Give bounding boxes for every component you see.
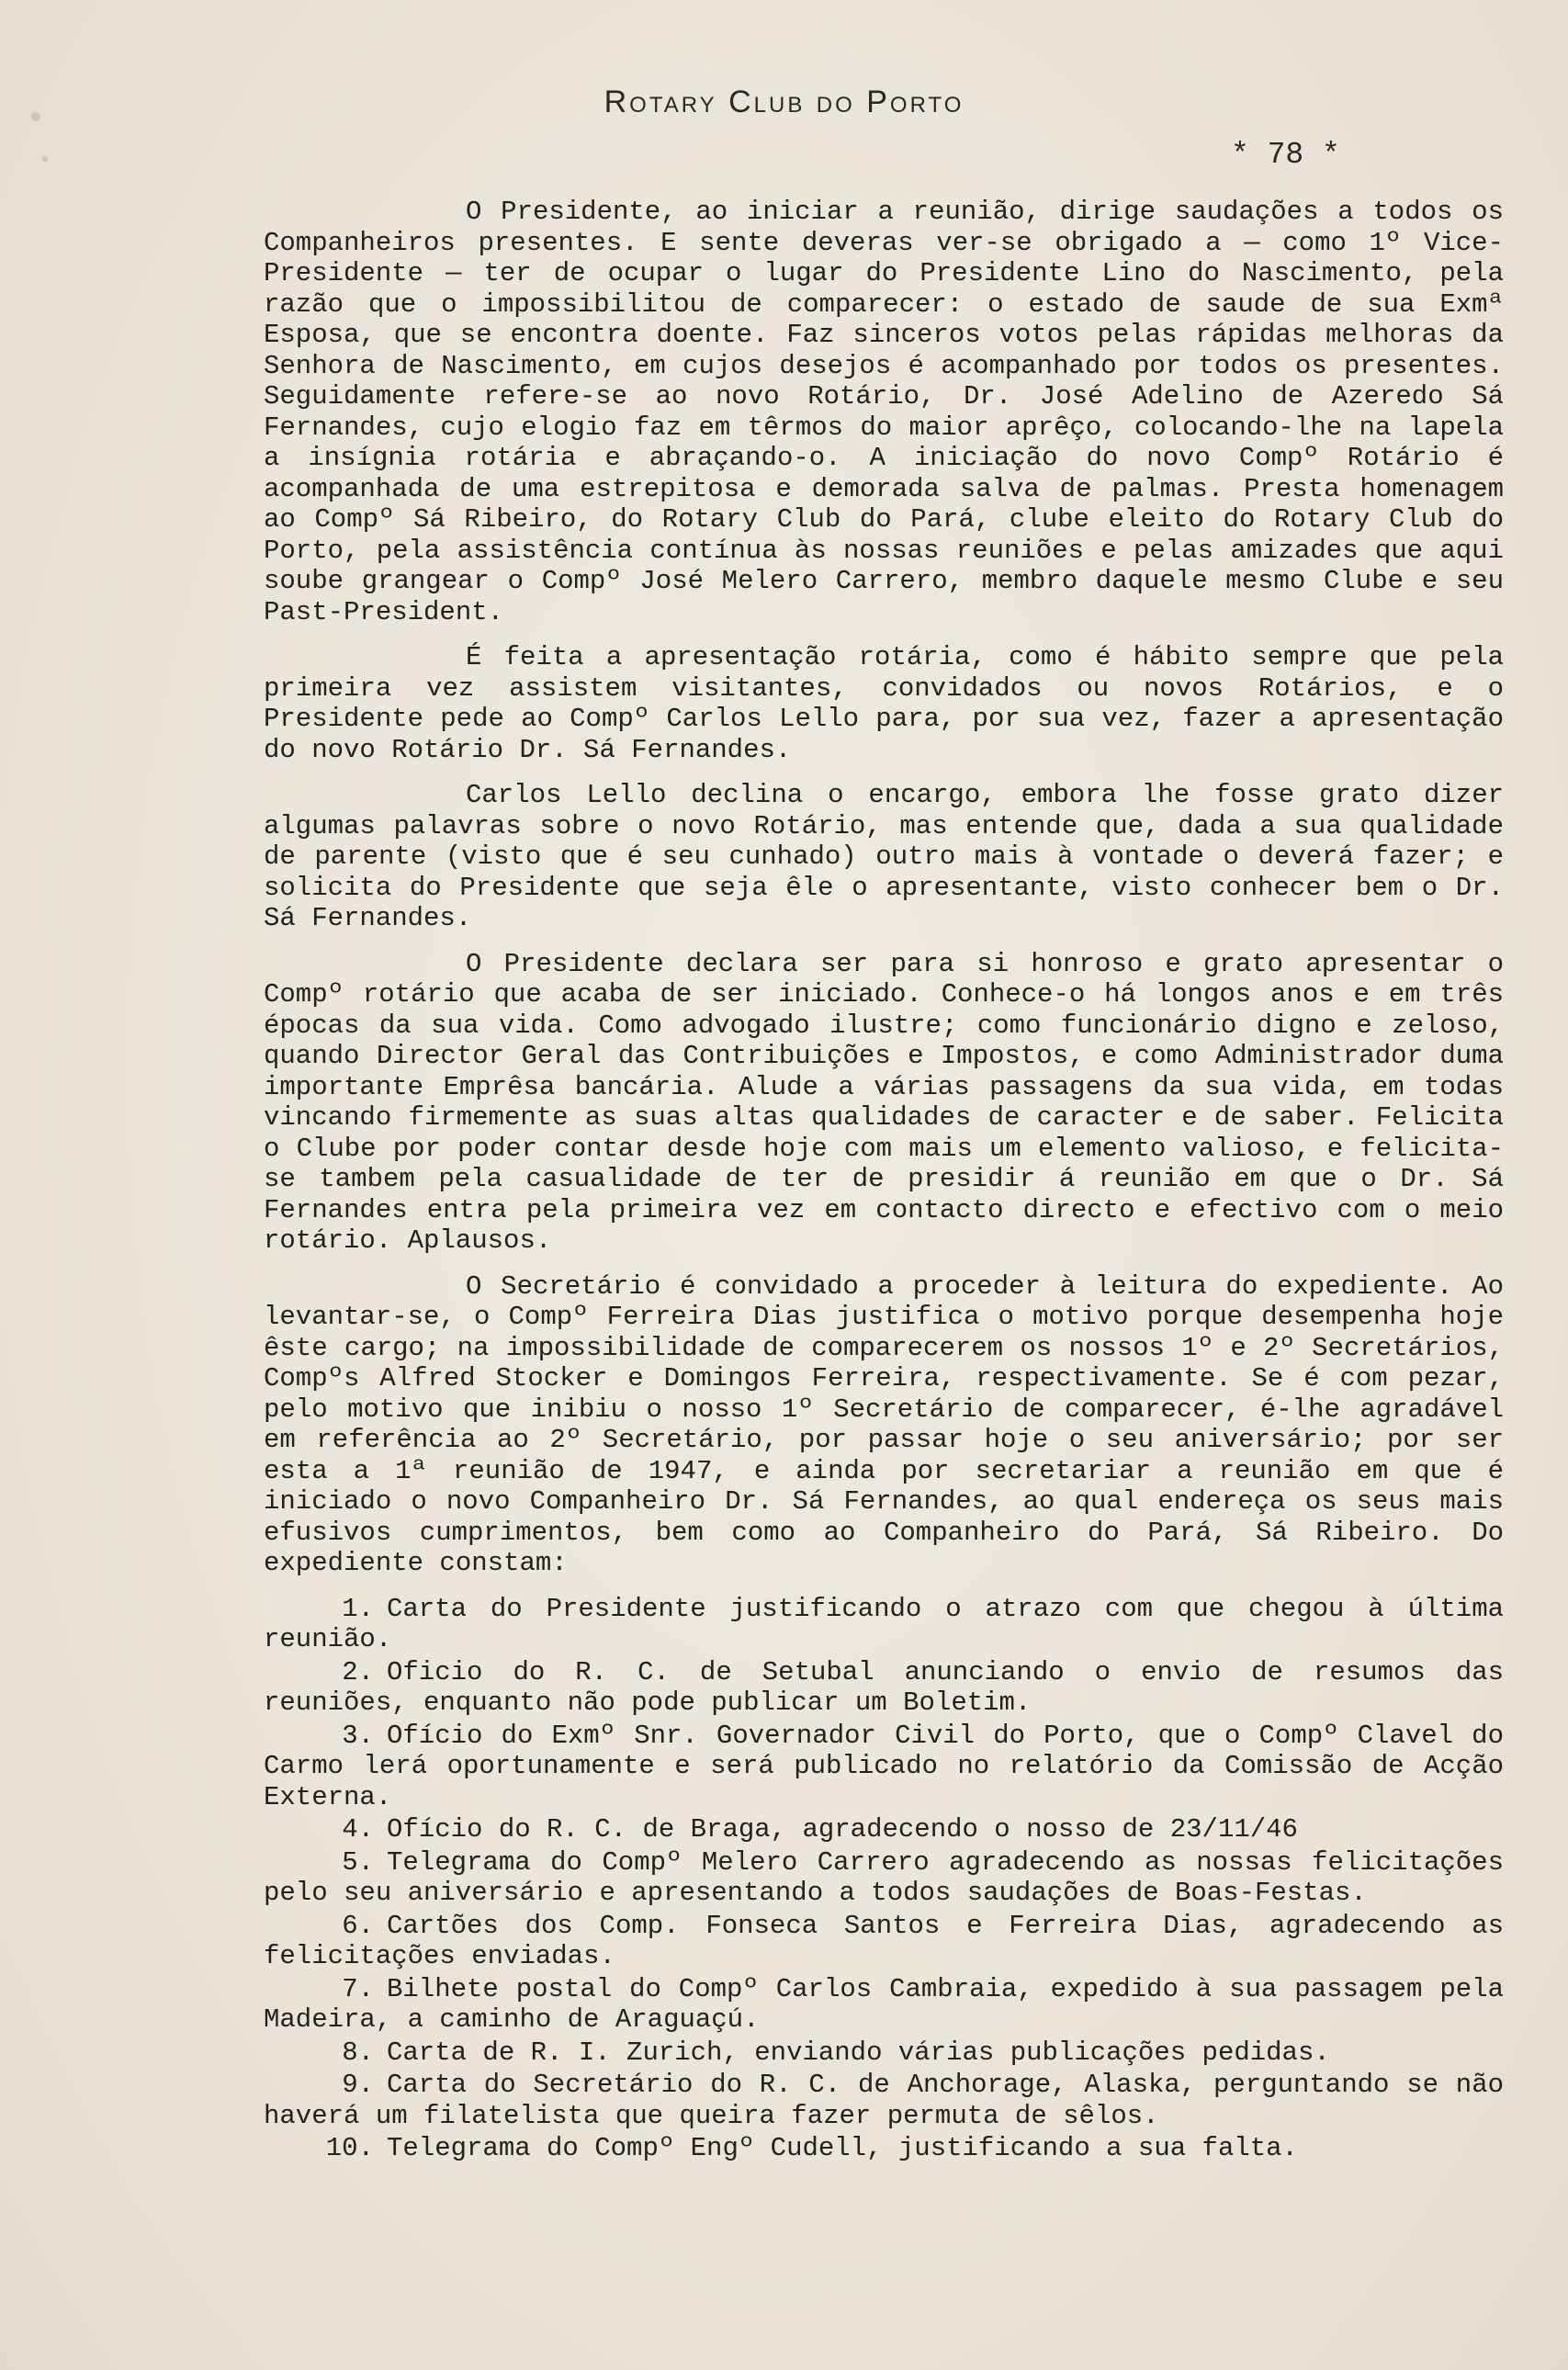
- list-item: [264, 1721, 1504, 1813]
- paper-speck: [42, 156, 48, 162]
- item-text: Telegrama do Compº Engº Cudell, justificando a sua falta.: [387, 2133, 1298, 2163]
- item-number: 9.: [342, 2070, 374, 2100]
- paragraph: O Secretário é convidado a proceder à leitura do expediente. Ao levantar-se, o Compº Ferreira Dias justifica o motivo porque desempenha hoje êste cargo; na impossibilidade de comparecerem os nossos 1º e 2º Secretários, Compºs Alfred Stocker e Domingos Ferreira, respectivamente. Se é com pezar, pelo motivo que inibiu o nosso 1º Secretário de comparecer, é-lhe agradável em referência ao 2º Secretário, por passar hoje o seu aniversário; por ser esta a 1ª reunião de 1947, e ainda por secretariar a reunião em que é iniciado o novo Companheiro Dr. Sá Fernandes, ao qual endereça os seus mais efusivos cumprimentos, bem como ao Companheiro do Pará, Sá Ribeiro. Do expediente constam:: [264, 1270, 1504, 1578]
- page-number: * 78 *: [1231, 138, 1340, 172]
- item-text: Ofício do R. C. de Braga, agradecendo o nosso de 23/11/46: [387, 1814, 1298, 1845]
- list-item: [264, 1594, 1504, 1655]
- item-text: Cartões dos Comp. Fonseca Santos e Ferreira Dias, agradecendo as felicitações enviadas.: [264, 1910, 1504, 1971]
- list-item: [264, 1974, 1504, 2036]
- item-number: 2.: [342, 1656, 374, 1687]
- paragraph: O Presidente, ao iniciar a reunião, dirige saudações a todos os Companheiros presentes. E sente deveras ver-se obrigado a — como 1º Vice-Presidente — ter de ocupar o lugar do Presidente Lino do Nascimento, pela razão que o impossibilitou de comparecer: o estado de saude de sua Exmª Esposa, que se encontra doente. Faz sinceros votos pelas rápidas melhoras da Senhora de Nascimento, em cujos desejos é acompanhado por todos os presentes. Seguidamente refere-se ao novo Rotário, Dr. José Adelino de Azeredo Sá Fernandes, cujo elogio faz em têrmos do maior aprêço, colocando-lhe na lapela a insígnia rotária e abraçando-o. A iniciação do novo Compº Rotário é acompanhada de uma estrepitosa e demorada salva de palmas. Presta homenagem ao Compº Sá Ribeiro, do Rotary Club do Pará, clube eleito do Rotary Club do Porto, pela assistência contínua às nossas reuniões e pelas amizades que aqui soube grangear o Compº José Melero Carrero, membro daquele mesmo Clube e seu Past-President.: [264, 197, 1504, 627]
- item-number: 5.: [342, 1846, 374, 1878]
- paragraph: Carlos Lello declina o encargo, embora lhe fosse grato dizer algumas palavras sobre o novo Rotário, mas entende que, dada a sua qualidade de parente (visto que é seu cunhado) outro mais à vontade o deverá fazer; e solicita do Presidente que seja êle o apresentante, visto conhecer bem o Dr. Sá Fernandes.: [264, 780, 1504, 933]
- item-text: Carta de R. I. Zurich, enviando várias publicações pedidas.: [387, 2037, 1330, 2068]
- letterhead: Rotary Club do Porto: [604, 85, 964, 119]
- expediente-list: [264, 1594, 1504, 2164]
- document-body: [264, 197, 1504, 2166]
- item-text: Carta do Presidente justificando o atrazo com que chegou à última reunião.: [264, 1593, 1504, 1654]
- item-text: Oficio do R. C. de Setubal anunciando o envio de resumos das reuniões, enquanto não pode publicar um Boletim.: [264, 1656, 1504, 1718]
- item-number: 6.: [342, 1910, 374, 1941]
- item-number: 7.: [342, 1973, 374, 2004]
- item-number: 1.: [342, 1593, 374, 1624]
- item-number: 3.: [342, 1720, 374, 1751]
- item-text: Carta do Secretário do R. C. de Anchorage, Alaska, perguntando se não haverá um filatelista que queira fazer permuta de sêlos.: [264, 2070, 1504, 2131]
- item-text: Telegrama do Compº Melero Carrero agradecendo as nossas felicitações pelo seu aniversário e apresentando a todos saudações de Boas-Festas.: [264, 1846, 1504, 1908]
- list-item: [264, 1657, 1504, 1719]
- item-number: 10.: [325, 2133, 374, 2163]
- list-item: [264, 2133, 1504, 2164]
- item-number: 8.: [342, 2037, 374, 2068]
- item-number: 4.: [342, 1814, 374, 1845]
- item-text: Bilhete postal do Compº Carlos Cambraia, expedido à sua passagem pela Madeira, a caminho de Araguaçú.: [264, 1973, 1504, 2035]
- item-text: Ofício do Exmº Snr. Governador Civil do Porto, que o Compº Clavel do Carmo lerá oportunamente e será publicado no relatório da Comissão de Acção Externa.: [264, 1720, 1504, 1812]
- list-item: [264, 1814, 1504, 1845]
- paragraph: É feita a apresentação rotária, como é hábito sempre que pela primeira vez assistem visitantes, convidados ou novos Rotários, e o Presidente pede ao Compº Carlos Lello para, por sua vez, fazer a apresentação do novo Rotário Dr. Sá Fernandes.: [264, 642, 1504, 765]
- list-item: [264, 2070, 1504, 2131]
- list-item: [264, 1847, 1504, 1909]
- paragraph: O Presidente declara ser para si honroso e grato apresentar o Compº rotário que acaba de ser iniciado. Conhece-o há longos anos e em três épocas da sua vida. Como advogado ilustre; como funcionário digno e zeloso, quando Director Geral das Contribuições e Impostos, e como Administrador duma importante Emprêsa bancária. Alude a várias passagens da sua vida, em todas vincando firmemente as suas altas qualidades de caracter e de saber. Felicita o Clube por poder contar desde hoje com mais um elemento valioso, e felicita-se tambem pela casualidade de ter de presidir á reunião em que o Dr. Sá Fernandes entra pela primeira vez em contacto directo e efectivo com o meio rotário. Aplausos.: [264, 948, 1504, 1256]
- list-item: [264, 1911, 1504, 1972]
- list-item: [264, 2037, 1504, 2069]
